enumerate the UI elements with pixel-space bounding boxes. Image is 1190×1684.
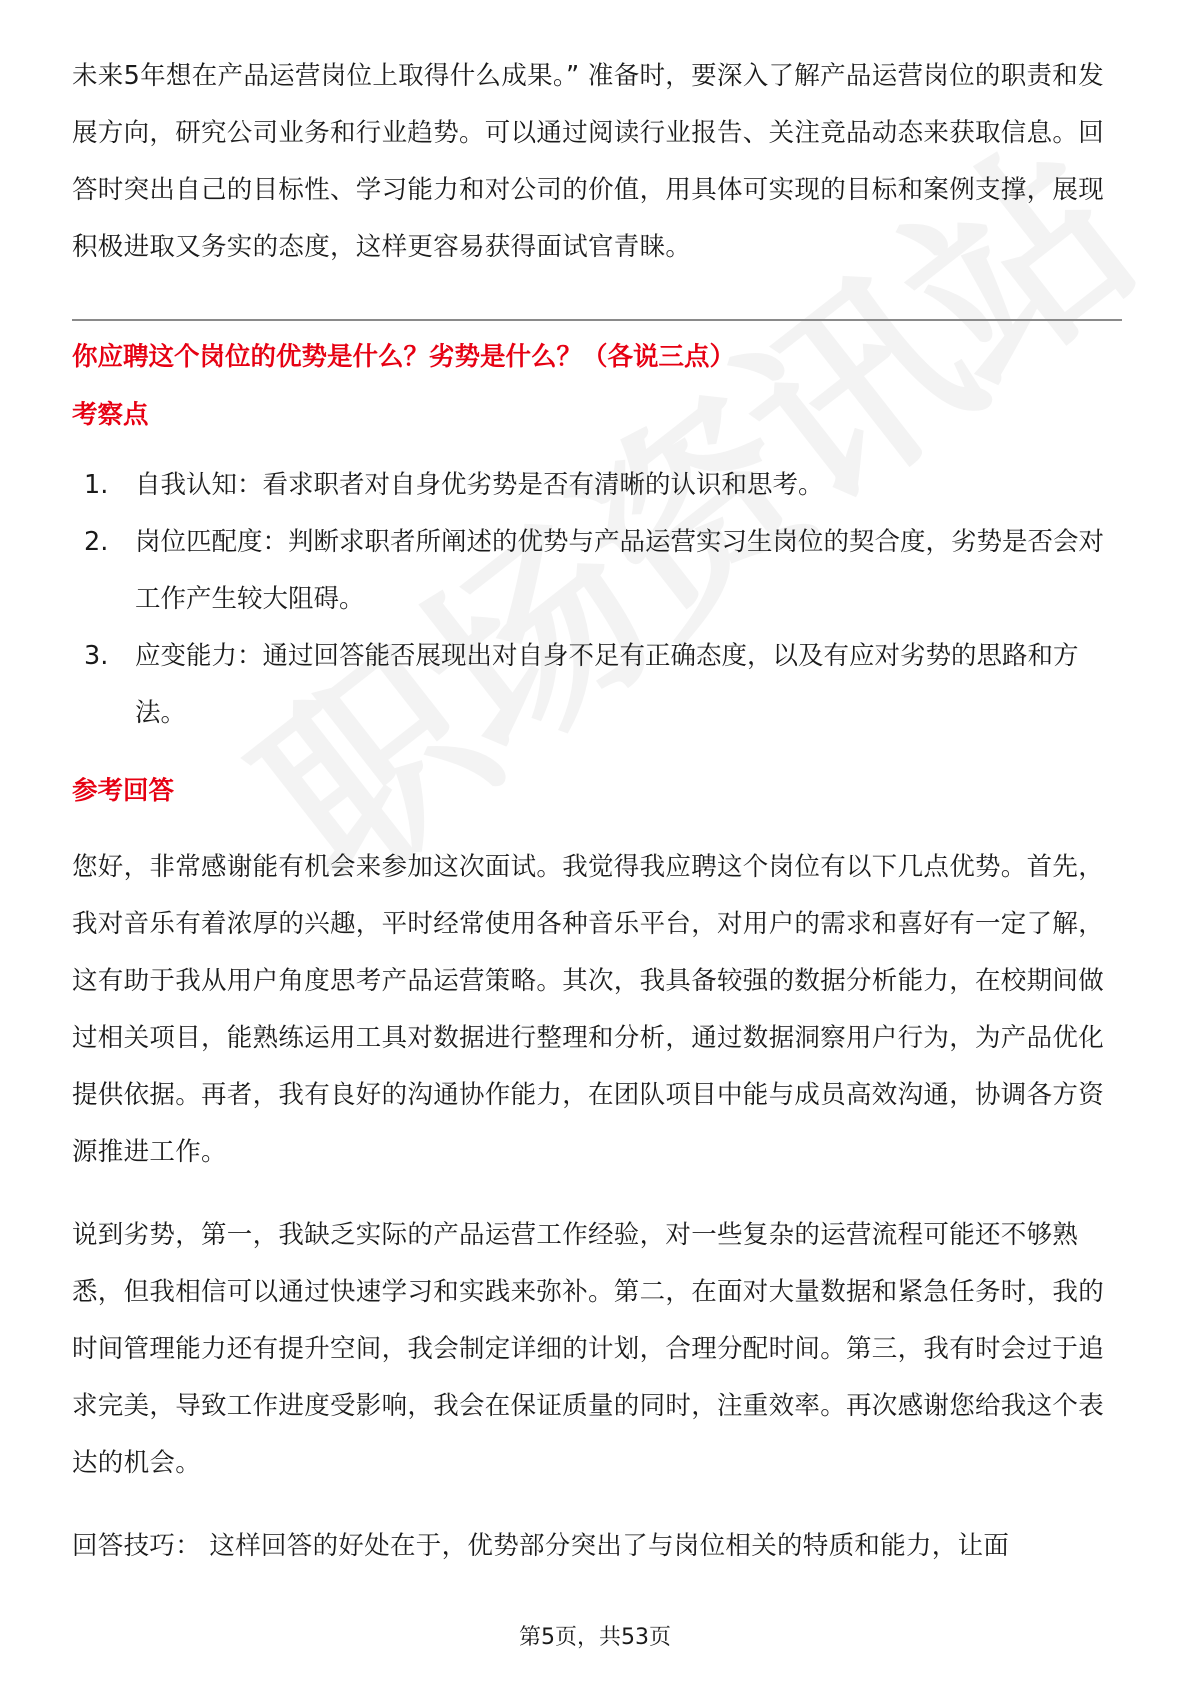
list-text: 岗位匹配度：判断求职者所阐述的优势与产品运营实习生岗位的契合度，劣势是否会对工作产生较大阻碍。: [135, 527, 1105, 614]
list-text: 自我认知：看求职者对自身优劣势是否有清晰的认识和思考。: [135, 470, 824, 500]
intro-paragraph: 未来5年想在产品运营岗位上取得什么成果。” 准备时，要深入了解产品运营岗位的职责和发展方向，研究公司业务和行业趋势。可以通过阅读行业报告、关注竞品动态来获取信息。回答时突出自己的目标性、学习能力和对公司的价值，用具体可实现的目标和案例支撑，展现积极进取又务实的态度，这样更容易获得面试官青睐。: [72, 61, 1105, 262]
list-item: [72, 457, 1122, 514]
focus-list: [72, 457, 1122, 742]
tips-paragraph: 回答技巧： 这样回答的好处在于，优势部分突出了与岗位相关的特质和能力，让面: [72, 1531, 1010, 1561]
list-text: 应变能力：通过回答能否展现出对自身不足有正确态度，以及有应对劣势的思路和方法。: [135, 641, 1079, 728]
question-title: 你应聘这个岗位的优势是什么？劣势是什么？（各说三点）: [72, 342, 736, 372]
answer-paragraph-strengths: 您好，非常感谢能有机会来参加这次面试。我觉得我应聘这个岗位有以下几点优势。首先，我对音乐有着浓厚的兴趣，平时经常使用各种音乐平台，对用户的需求和喜好有一定了解，这有助于我从用户角度思考产品运营策略。其次，我具备较强的数据分析能力，在校期间做过相关项目，能熟练运用工具对数据进行整理和分析，通过数据洞察用户行为，为产品优化提供依据。再者，我有良好的沟通协作能力，在团队项目中能与成员高效沟通，协调各方资源推进工作。: [72, 852, 1105, 1167]
list-item: [72, 514, 1122, 628]
list-item: [72, 628, 1122, 742]
focus-heading: 考察点: [72, 400, 149, 430]
page-number: 第5页，共53页: [519, 1625, 671, 1650]
reference-heading: 参考回答: [72, 776, 175, 806]
section-divider: [72, 319, 1122, 321]
list-number: 1.: [84, 470, 109, 500]
list-number: 2.: [84, 527, 109, 557]
page-content: [72, 48, 1122, 1575]
answer-paragraph-weaknesses: 说到劣势，第一，我缺乏实际的产品运营工作经验，对一些复杂的运营流程可能还不够熟悉，但我相信可以通过快速学习和实践来弥补。第二，在面对大量数据和紧急任务时，我的时间管理能力还有提升空间，我会制定详细的计划，合理分配时间。第三，我有时会过于追求完美，导致工作进度受影响，我会在保证质量的同时，注重效率。再次感谢您给我这个表达的机会。: [72, 1220, 1105, 1478]
list-number: 3.: [84, 641, 109, 671]
